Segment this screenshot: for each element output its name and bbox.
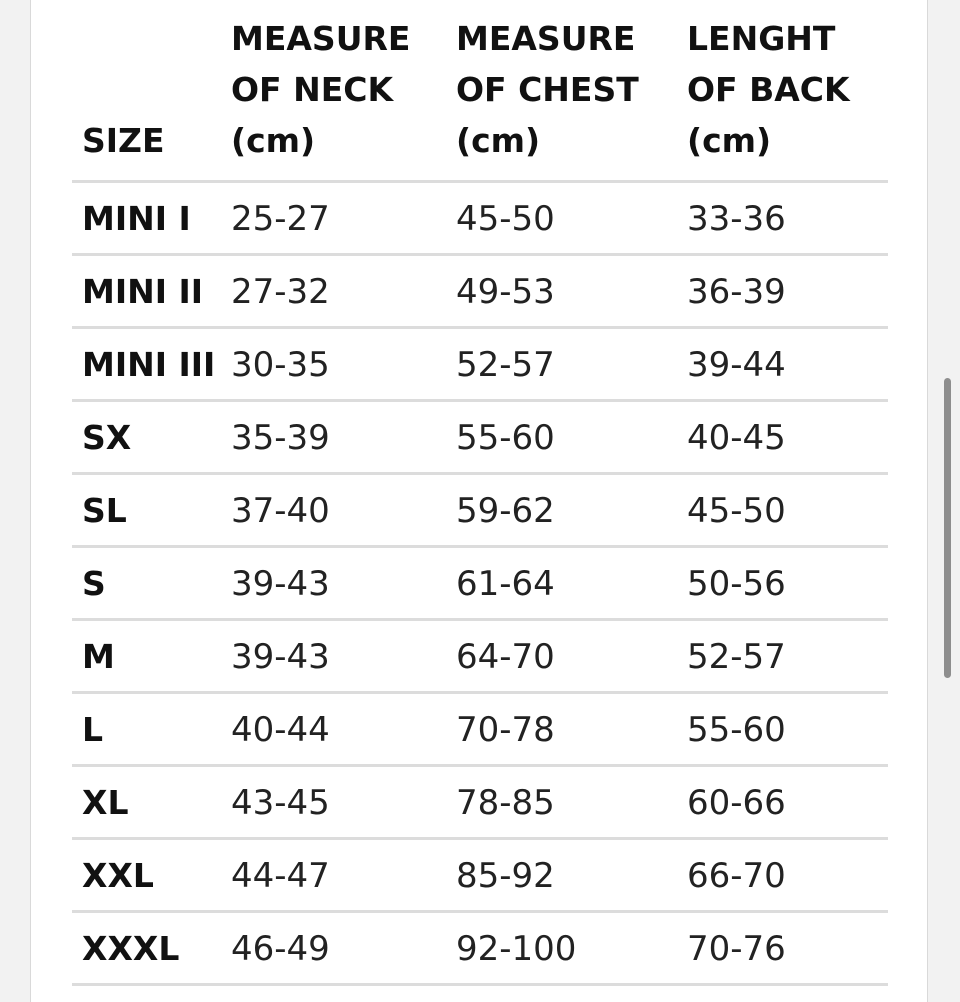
size-cell: MINI III — [82, 345, 216, 384]
chest-cell: 45-50 — [456, 199, 555, 239]
size-cell: M — [82, 637, 115, 676]
chest-cell: 85-92 — [456, 856, 555, 896]
neck-cell: 37-40 — [231, 491, 330, 531]
size-cell: MINI I — [82, 199, 191, 238]
neck-cell: 30-35 — [231, 345, 330, 385]
size-cell: XL — [82, 783, 129, 822]
neck-cell: 25-27 — [231, 199, 330, 239]
chest-cell: 49-53 — [456, 272, 555, 312]
chest-cell: 70-78 — [456, 710, 555, 750]
back-cell: 36-39 — [687, 272, 786, 312]
table-row — [72, 548, 888, 621]
neck-cell: 46-49 — [231, 929, 330, 969]
neck-cell: 40-44 — [231, 710, 330, 750]
size-cell: SL — [82, 491, 127, 530]
back-cell: 66-70 — [687, 856, 786, 896]
table-row — [72, 475, 888, 548]
chest-cell: 92-100 — [456, 929, 577, 969]
chest-cell: 64-70 — [456, 637, 555, 677]
table-row — [72, 694, 888, 767]
chest-cell: 59-62 — [456, 491, 555, 531]
neck-cell: 27-32 — [231, 272, 330, 312]
back-cell: 70-76 — [687, 929, 786, 969]
table-row — [72, 402, 888, 475]
header-neck: MEASURE OF NECK (cm) — [231, 19, 411, 160]
back-cell: 40-45 — [687, 418, 786, 458]
table-row — [72, 840, 888, 913]
table-row — [72, 183, 888, 256]
table-row — [72, 256, 888, 329]
size-cell: SX — [82, 418, 132, 457]
header-chest: MEASURE OF CHEST (cm) — [456, 19, 639, 160]
back-cell: 45-50 — [687, 491, 786, 531]
size-table-header — [72, 0, 888, 183]
back-cell: 60-66 — [687, 783, 786, 823]
back-cell: 55-60 — [687, 710, 786, 750]
header-back: LENGHT OF BACK (cm) — [687, 19, 850, 160]
scrollbar[interactable] — [944, 378, 951, 678]
chest-cell: 61-64 — [456, 564, 555, 604]
size-cell: MINI II — [82, 272, 204, 311]
neck-cell: 39-43 — [231, 564, 330, 604]
chest-cell: 78-85 — [456, 783, 555, 823]
table-row — [72, 767, 888, 840]
back-cell: 33-36 — [687, 199, 786, 239]
chest-cell: 52-57 — [456, 345, 555, 385]
chest-cell: 55-60 — [456, 418, 555, 458]
size-cell: L — [82, 710, 104, 749]
header-size: SIZE — [82, 121, 165, 160]
back-cell: 50-56 — [687, 564, 786, 604]
size-cell: XXL — [82, 856, 154, 895]
neck-cell: 35-39 — [231, 418, 330, 458]
table-row — [72, 913, 888, 986]
size-cell: S — [82, 564, 106, 603]
neck-cell: 44-47 — [231, 856, 330, 896]
neck-cell: 43-45 — [231, 783, 330, 823]
table-row — [72, 329, 888, 402]
back-cell: 39-44 — [687, 345, 786, 385]
back-cell: 52-57 — [687, 637, 786, 677]
table-row — [72, 621, 888, 694]
neck-cell: 39-43 — [231, 637, 330, 677]
size-cell: XXXL — [82, 929, 180, 968]
